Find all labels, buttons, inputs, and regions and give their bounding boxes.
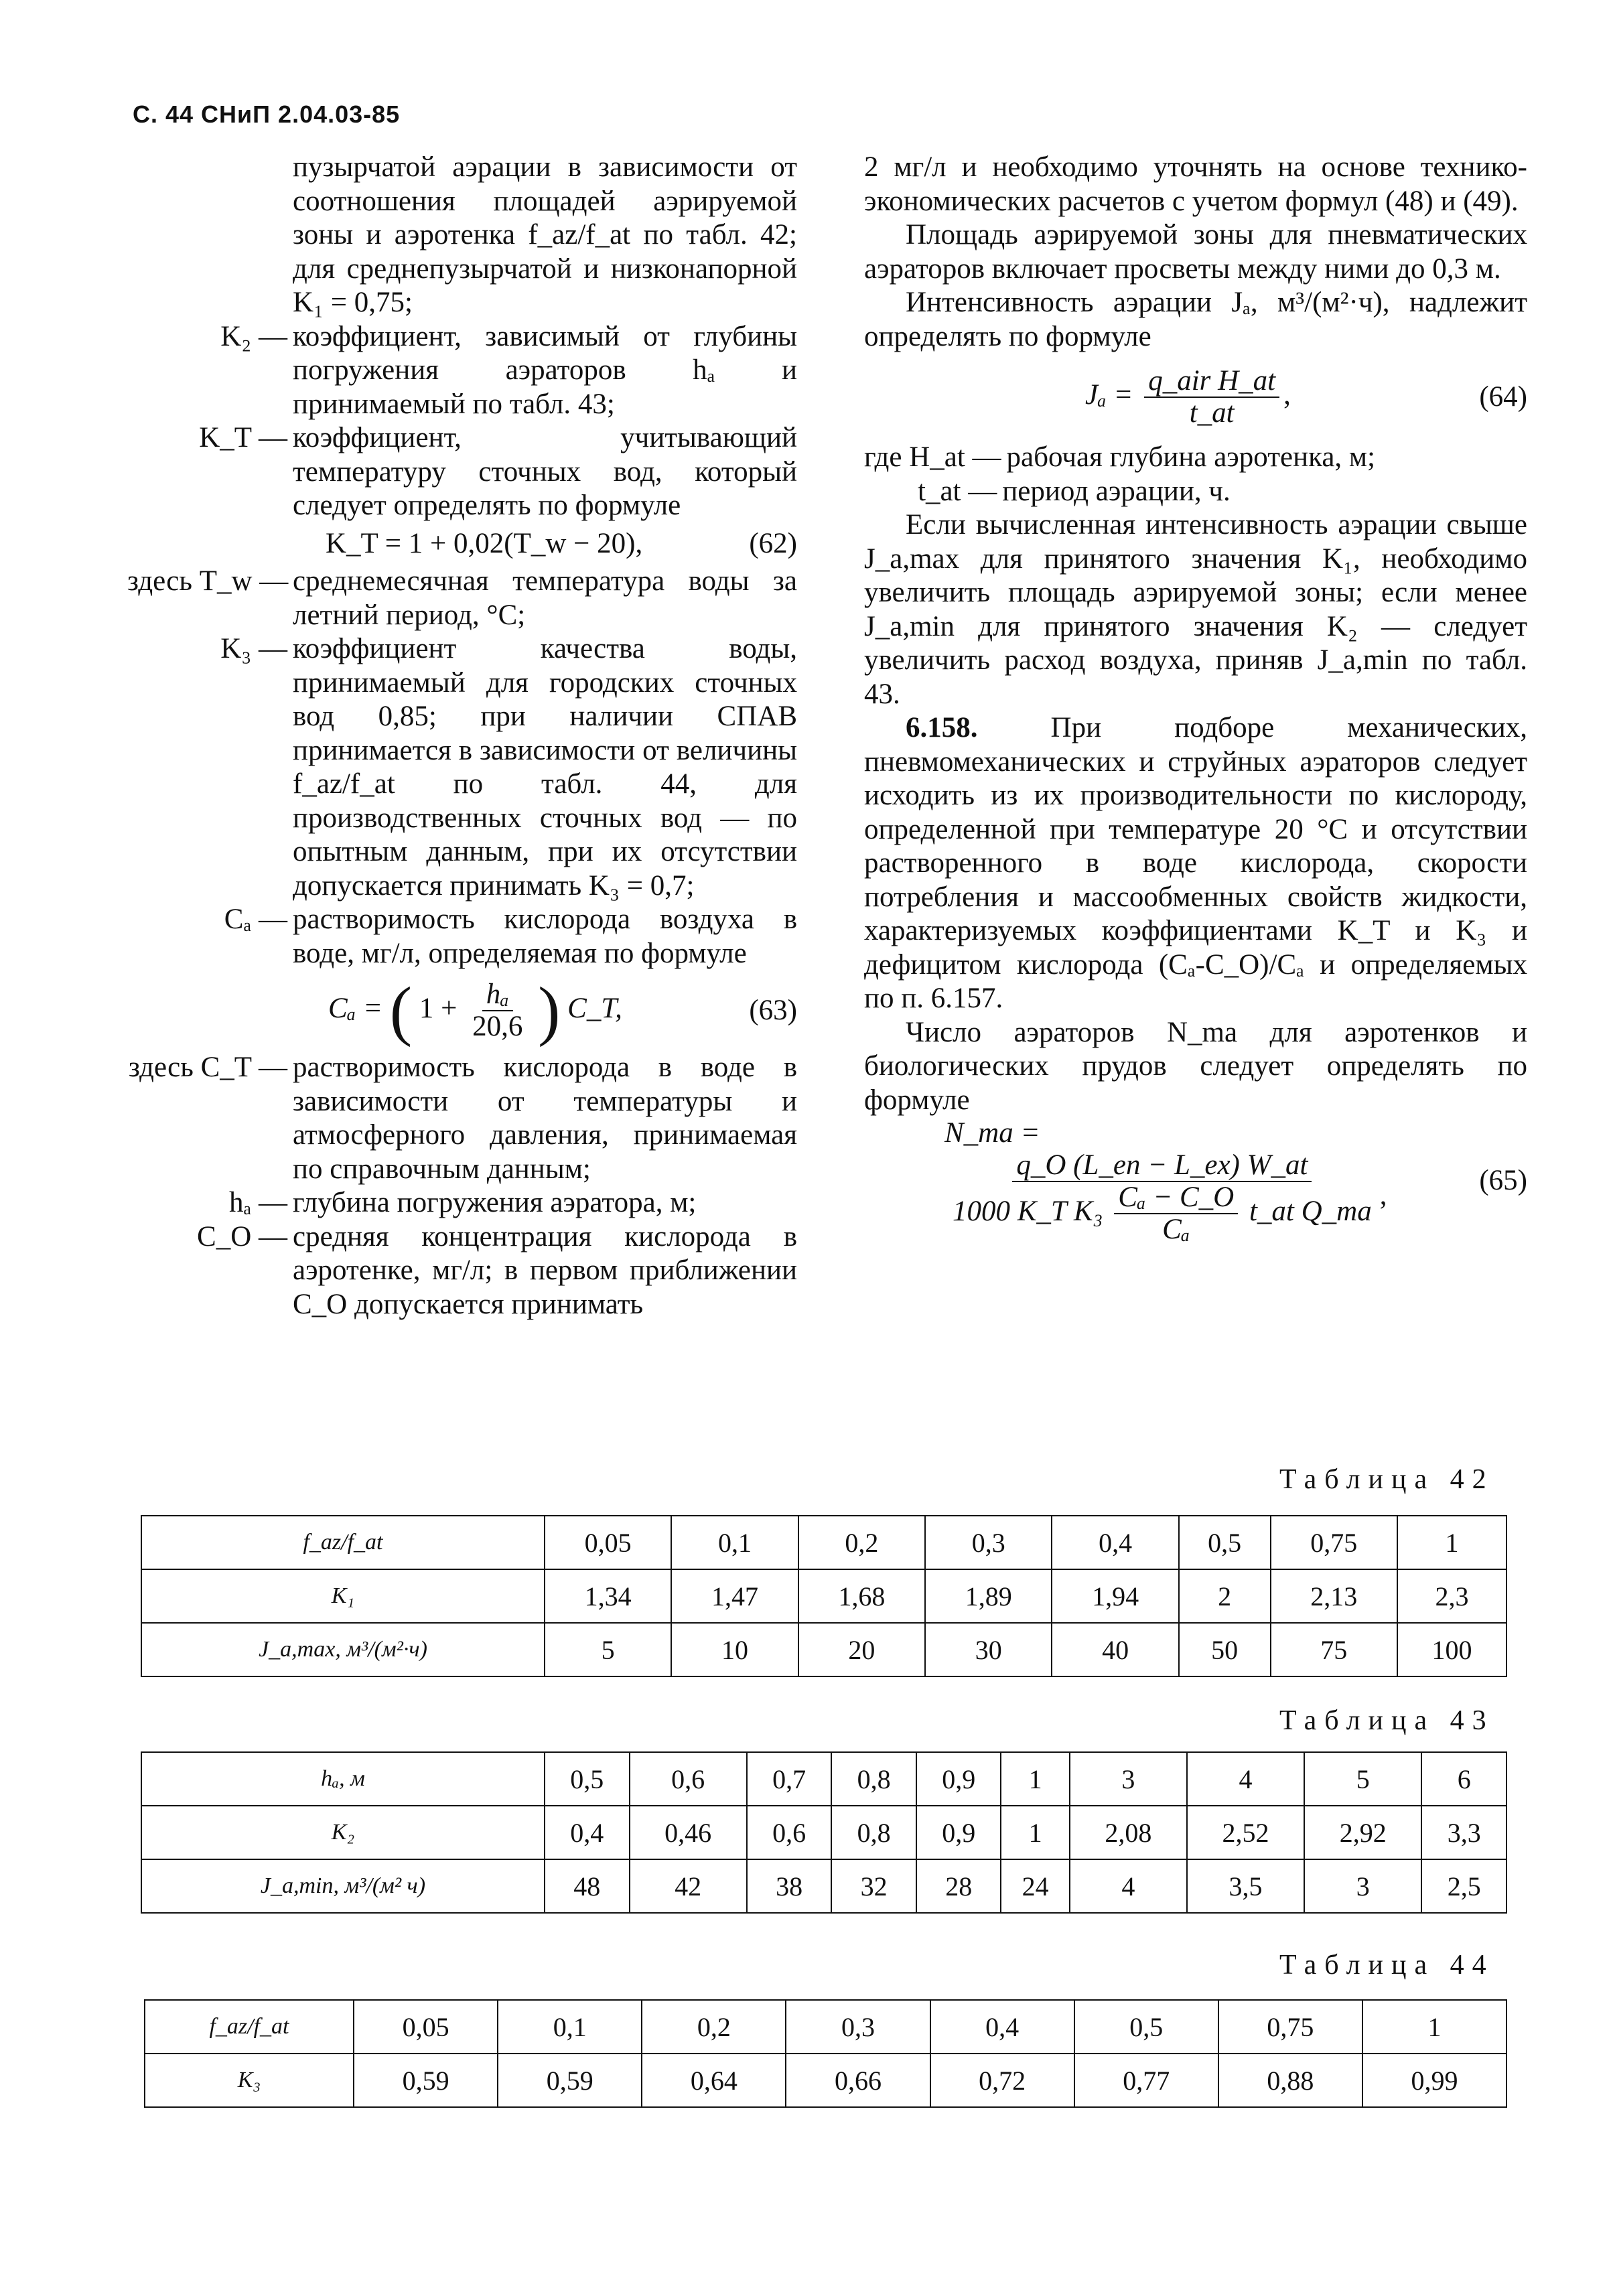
definition-ct	[127, 1051, 797, 1186]
denominator-part: t_at Q_ma	[1249, 1196, 1372, 1228]
formula-lhs: Cₐ =	[328, 992, 383, 1024]
table-43	[141, 1751, 1507, 1914]
left-column	[127, 151, 797, 1321]
table-cell: 0,3	[925, 1516, 1052, 1569]
table-cell: 0,05	[545, 1516, 671, 1569]
table-cell: 3	[1070, 1752, 1187, 1806]
definition-label: K₃ —	[220, 633, 287, 664]
row-header-cell: K₁	[141, 1569, 545, 1623]
table-cell: 0,64	[642, 2054, 786, 2107]
table-cell: 0,59	[354, 2054, 498, 2107]
definition-label: где H_at —	[864, 441, 1001, 473]
formula-body	[1085, 366, 1291, 429]
table-cell: 1	[1001, 1806, 1069, 1859]
table-cell: 0,2	[798, 1516, 925, 1569]
table-cell: 0,3	[786, 2000, 930, 2054]
paragraph	[864, 711, 1527, 1016]
table-42	[141, 1515, 1507, 1677]
right-column	[864, 151, 1527, 1246]
table-cell: 0,99	[1362, 2054, 1506, 2107]
table-caption: Таблица 42	[1279, 1464, 1494, 1495]
definition-kt	[127, 421, 797, 523]
table-cell: 4	[1070, 1859, 1187, 1913]
table-row	[141, 1859, 1506, 1913]
definition-text: средняя концентрация кислорода в аэротенке, мг/л; в первом приближении C_O допускается принимать	[293, 1220, 797, 1320]
definition-text: коэффициент качества воды, принимаемый для городских сточных вод 0,85; при наличии СПАВ принимается в зависимости от величины f_az/f_at по табл. 44, для производственных сточных вод — по опытным данным, при их отсутствии допускается принимать K₃ = 0,7;	[293, 633, 797, 902]
table-cell: 2,92	[1304, 1806, 1421, 1859]
table-cell: 1,47	[671, 1569, 798, 1623]
formula-62	[127, 527, 797, 561]
table-cell: 1	[1397, 1516, 1506, 1569]
clause-text: При подборе механических, пневмомеханических и струйных аэраторов следует исходить из их производительности по кислороду, определенной при температуре 20 °С и отсутствии растворенного в воде кислорода, скорости потребления и массообменных свойств жидкости, характеризуемых коэффициентами K_T и K₃ и дефицитом кислорода (Cₐ-C_O)/Cₐ и определяемых по п. 6.157.	[864, 712, 1527, 1014]
table-cell: 0,66	[786, 2054, 930, 2107]
formula-comma: ,	[1283, 378, 1291, 411]
table-44	[144, 1999, 1507, 2108]
table-cell: 0,5	[1179, 1516, 1271, 1569]
table-cell: 0,4	[1052, 1516, 1178, 1569]
definition-text: период аэрации, ч.	[1002, 475, 1231, 507]
table-cell: 0,75	[1271, 1516, 1397, 1569]
definition-ca	[127, 903, 797, 971]
table-row	[141, 1516, 1506, 1569]
inner-denominator: Cₐ	[1162, 1214, 1190, 1246]
definition-text: рабочая глубина аэротенка, м;	[1006, 441, 1376, 473]
table-row	[145, 2000, 1506, 2054]
paragraph: Площадь аэрируемой зоны для пневматических аэраторов включает просветы между ними до 0,3 м.	[864, 219, 1527, 285]
table-cell: 0,6	[747, 1806, 832, 1859]
denominator-part: 1000 K_T K₃	[953, 1196, 1103, 1228]
formula-number: (64)	[1479, 380, 1527, 413]
inner-fraction	[1114, 1182, 1238, 1245]
table-cell: 0,9	[916, 1752, 1001, 1806]
table-cell: 38	[747, 1859, 832, 1913]
table-cell: 42	[630, 1859, 747, 1913]
table-cell: 2,52	[1187, 1806, 1304, 1859]
table-cell: 40	[1052, 1623, 1178, 1676]
fraction	[949, 1150, 1376, 1245]
right-paren-icon: )	[538, 973, 561, 1048]
table-cell: 1,34	[545, 1569, 671, 1623]
table-row	[141, 1752, 1506, 1806]
table-cell: 0,72	[930, 2054, 1074, 2107]
formula-lhs: Jₐ =	[1085, 378, 1133, 411]
table-cell: 75	[1271, 1623, 1397, 1676]
table-cell: 6	[1421, 1752, 1506, 1806]
definition-label: t_at —	[918, 475, 997, 507]
definition-hat	[864, 441, 1527, 475]
definition-text: растворимость кислорода в воде в зависимости от температуры и атмосферного давления, принимаемая по справочным данным;	[293, 1052, 797, 1185]
numerator: q_O (L_en − L_ex) W_at	[1012, 1150, 1312, 1182]
table-cell: 48	[545, 1859, 630, 1913]
formula-number: (65)	[1479, 1164, 1527, 1196]
table-cell: 0,5	[1074, 2000, 1218, 2054]
table-row	[141, 1806, 1506, 1859]
table-cell: 2	[1179, 1569, 1271, 1623]
table-cell: 1	[1362, 2000, 1506, 2054]
formula-65	[864, 1117, 1527, 1246]
table-caption: Таблица 44	[1279, 1950, 1494, 1981]
table-cell: 3	[1304, 1859, 1421, 1913]
numerator: hₐ	[482, 979, 513, 1011]
table-cell: 0,46	[630, 1806, 747, 1859]
table-cell: 5	[1304, 1752, 1421, 1806]
definition-text: коэффициент, учитывающий температуру сточных вод, который следует определять по формуле	[293, 422, 797, 521]
table-row	[141, 1569, 1506, 1623]
table-cell: 2,08	[1070, 1806, 1187, 1859]
definition-label: K_T —	[199, 422, 287, 453]
table-cell: 0,8	[831, 1806, 916, 1859]
formula-number: (63)	[749, 994, 797, 1026]
table-cell: 0,2	[642, 2000, 786, 2054]
formula-body	[328, 973, 622, 1048]
denominator: t_at	[1189, 397, 1235, 429]
definition-k2	[127, 320, 797, 422]
formula-body	[944, 1117, 1479, 1246]
table-cell: 0,1	[671, 1516, 798, 1569]
table-cell: 0,5	[545, 1752, 630, 1806]
paragraph: Число аэраторов N_ma для аэротенков и биологических прудов следует определять по формуле	[864, 1016, 1527, 1116]
definition-text: среднемесячная температура воды за летний период, °С;	[293, 565, 797, 631]
table-cell: 5	[545, 1623, 671, 1676]
page-header: С. 44 СНиП 2.04.03-85	[133, 100, 401, 128]
table-cell: 1,89	[925, 1569, 1052, 1623]
definition-co	[127, 1220, 797, 1322]
table-cell: 0,4	[930, 2000, 1074, 2054]
table-cell: 0,6	[630, 1752, 747, 1806]
definition-ha	[127, 1186, 797, 1220]
fraction	[468, 979, 527, 1042]
table-cell: 3,5	[1187, 1859, 1304, 1913]
table-cell: 2,5	[1421, 1859, 1506, 1913]
fraction	[1144, 366, 1279, 429]
definition-text: глубина погружения аэратора, м;	[293, 1187, 697, 1218]
table-cell: 2,3	[1397, 1569, 1506, 1623]
table-cell: 0,9	[916, 1806, 1001, 1859]
formula-comma: ,	[1379, 1179, 1387, 1212]
table-cell: 0,59	[498, 2054, 642, 2107]
table-cell: 0,77	[1074, 2054, 1218, 2107]
definition-label: hₐ —	[228, 1187, 287, 1218]
inner-numerator: Cₐ − C_O	[1114, 1182, 1238, 1214]
definition-text: коэффициент, зависимый от глубины погружения аэраторов hₐ и принимаемый по табл. 43;	[293, 320, 797, 420]
table-cell: 0,1	[498, 2000, 642, 2054]
table-cell: 0,88	[1218, 2054, 1362, 2107]
table-cell: 0,8	[831, 1752, 916, 1806]
numerator: q_air H_at	[1144, 366, 1279, 398]
definition-tw	[127, 565, 797, 632]
denominator: 20,6	[472, 1011, 523, 1042]
table-cell: 30	[925, 1623, 1052, 1676]
formula-number: (62)	[749, 527, 797, 559]
table-cell: 0,05	[354, 2000, 498, 2054]
formula-64	[864, 354, 1527, 441]
table-cell: 2,13	[1271, 1569, 1397, 1623]
table-cell: 1	[1001, 1752, 1069, 1806]
table-cell: 28	[916, 1859, 1001, 1913]
row-header-cell: J_a,min, м³/(м² ч)	[141, 1859, 545, 1913]
definition-label: здесь T_w —	[127, 565, 289, 597]
definition-tat	[864, 475, 1527, 509]
denominator	[949, 1182, 1376, 1245]
definition-text: растворимость кислорода воздуха в воде, мг/л, определяемая по формуле	[293, 904, 797, 969]
table-cell: 3,3	[1421, 1806, 1506, 1859]
definition-label: здесь C_T —	[128, 1052, 287, 1083]
paragraph: Если вычисленная интенсивность аэрации свыше J_a,max для принятого значения K₁, необходимо увеличить площадь аэрируемой зоны; если менее J_a,min для принятого значения K₂ — следует увеличить расход воздуха, приняв J_a,min по табл. 43.	[864, 509, 1527, 710]
definition-label: K₂ —	[220, 320, 287, 352]
row-header-cell: J_a,max, м³/(м²·ч)	[141, 1623, 545, 1676]
left-paren-icon: (	[389, 973, 413, 1048]
table-cell: 1,68	[798, 1569, 925, 1623]
table-cell: 50	[1179, 1623, 1271, 1676]
table-cell: 20	[798, 1623, 925, 1676]
definition-label: C_O —	[197, 1220, 287, 1252]
row-header-cell: hₐ, м	[141, 1752, 545, 1806]
table-cell: 4	[1187, 1752, 1304, 1806]
table-caption: Таблица 43	[1279, 1705, 1494, 1736]
table-cell: 10	[671, 1623, 798, 1676]
table-cell: 0,4	[545, 1806, 630, 1859]
definition-label: Cₐ —	[224, 904, 287, 935]
paragraph: пузырчатой аэрации в зависимости от соотношения площадей аэрируемой зоны и аэротенка f_az/f_at по табл. 42; для среднепузырчатой и низконапорной K₁ = 0,75;	[293, 151, 797, 318]
row-header-cell: K₂	[141, 1806, 545, 1859]
table-cell: 0,7	[747, 1752, 832, 1806]
table-cell: 0,75	[1218, 2000, 1362, 2054]
formula-rhs: C_T,	[567, 992, 622, 1024]
table-row	[145, 2054, 1506, 2107]
formula-term: 1 +	[419, 992, 458, 1024]
formula-body: K_T = 1 + 0,02(T_w − 20),	[326, 527, 643, 559]
paragraph: Интенсивность аэрации Jₐ, м³/(м²·ч), надлежит определять по формуле	[864, 287, 1527, 352]
row-header-cell: f_az/f_at	[141, 1516, 545, 1569]
clause-number: 6.158.	[906, 712, 978, 743]
table-cell: 24	[1001, 1859, 1069, 1913]
paragraph: 2 мг/л и необходимо уточнять на основе технико-экономических расчетов с учетом формул (48) и (49).	[864, 151, 1527, 217]
table-cell: 100	[1397, 1623, 1506, 1676]
row-header-cell: f_az/f_at	[145, 2000, 354, 2054]
table-cell: 32	[831, 1859, 916, 1913]
table-cell: 1,94	[1052, 1569, 1178, 1623]
formula-lhs: N_ma =	[944, 1117, 1040, 1149]
table-row	[141, 1623, 1506, 1676]
definition-k3	[127, 632, 797, 903]
row-header-cell: K₃	[145, 2054, 354, 2107]
formula-63	[127, 971, 797, 1051]
